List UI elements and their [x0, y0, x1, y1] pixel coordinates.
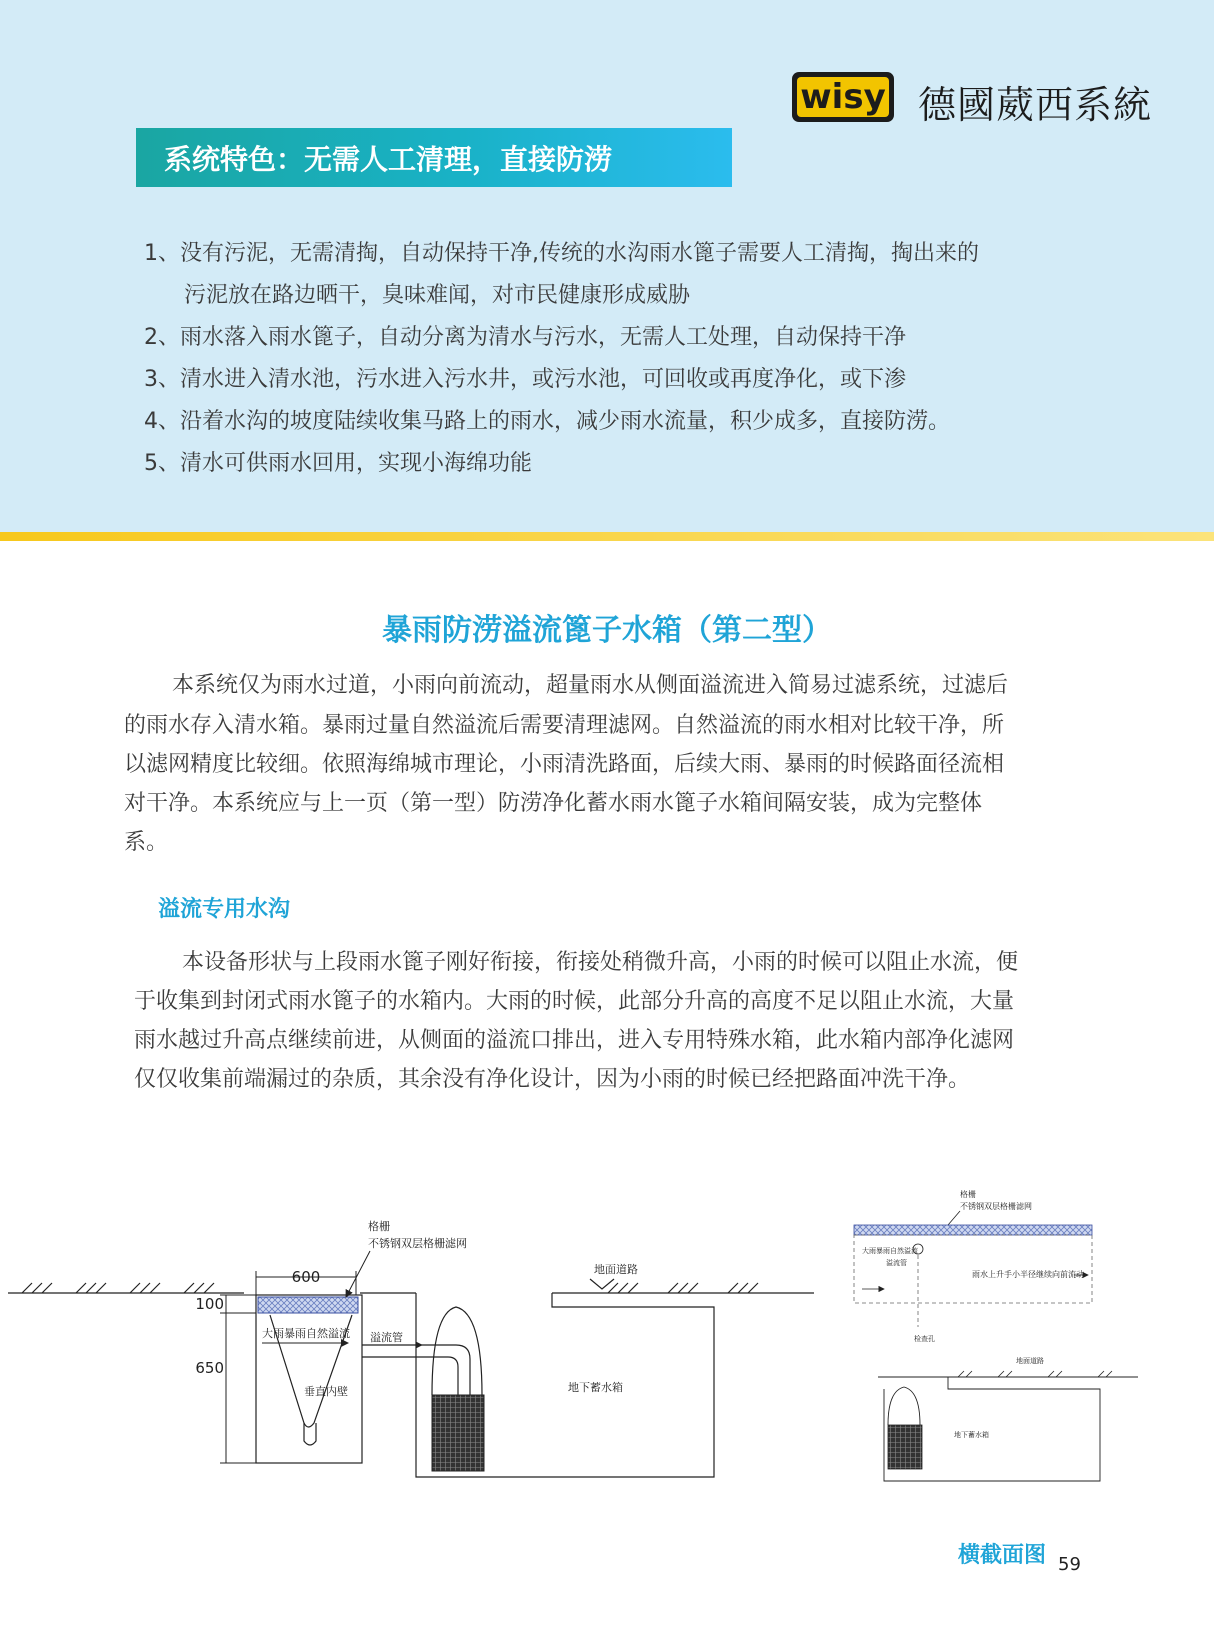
side-tank-label: 地下蓄水箱	[954, 1431, 989, 1439]
grate-label: 格栅	[368, 1220, 390, 1233]
dim-depth-label: 650	[195, 1359, 224, 1377]
wall-label: 垂直内壁	[304, 1385, 348, 1398]
side-inspect-label: 检查孔	[914, 1335, 935, 1343]
pipe-label: 溢流管	[370, 1331, 403, 1344]
figure-caption: 横截面图	[958, 1543, 1047, 1568]
feature-title: 系统特色：无需人工清理，直接防涝	[164, 143, 613, 176]
dim-width-label: 600	[291, 1268, 321, 1286]
side-flow-label: 雨水上升手小半径继续向前流动	[972, 1270, 1084, 1279]
overflow-label: 大雨暴雨自然溢流	[262, 1327, 350, 1340]
wisy-logo	[790, 70, 896, 124]
dim-top-label: 100	[195, 1295, 224, 1313]
plan-diagram	[848, 1185, 1148, 1490]
intro-line: 对干净。本系统应与上一页（第一型）防涝净化蓄水雨水篦子水箱间隔安装，成为完整体	[124, 791, 983, 816]
feature-item: 5、清水可供雨水回用，实现小海绵功能	[144, 451, 532, 476]
feature-item: 3、清水进入清水池，污水进入污水井，或污水池，可回收或再度净化，或下渗	[144, 367, 906, 392]
tank-label: 地下蓄水箱	[568, 1381, 623, 1394]
filter-basket	[432, 1395, 484, 1471]
brand-name: 德國葳西系統	[918, 83, 1153, 127]
side-overflow-label: 大雨暴雨自然溢流	[862, 1247, 918, 1255]
side-pipe-label: 溢流管	[886, 1259, 907, 1267]
page-number: 59	[1058, 1554, 1081, 1575]
road-marker-icon	[590, 1279, 614, 1289]
section-title: 暴雨防涝溢流篦子水箱（第二型）	[382, 613, 832, 648]
feature-item: 1、没有污泥，无需清掏，自动保持干净,传统的水沟雨水篦子需要人工清掏，掏出来的	[144, 241, 979, 266]
feature-item: 污泥放在路边晒干，臭味难闻，对市民健康形成威胁	[184, 283, 691, 308]
sub-line: 本设备形状与上段雨水篦子刚好衔接，衔接处稍微升高，小雨的时候可以阻止水流，便	[182, 950, 1019, 975]
filter-label: 不锈钢双层格栅滤网	[368, 1237, 467, 1250]
feature-item: 2、雨水落入雨水篦子，自动分离为清水与污水，无需人工处理，自动保持干净	[144, 325, 906, 350]
cross-section-diagram	[8, 1195, 818, 1495]
side-grate-label: 格栅	[960, 1190, 976, 1199]
feature-item: 4、沿着水沟的坡度陆续收集马路上的雨水，减少雨水流量，积少成多，直接防涝。	[144, 409, 950, 434]
intro-line: 的雨水存入清水箱。暴雨过量自然溢流后需要清理滤网。自然溢流的雨水相对比较干净，所	[124, 713, 1005, 738]
intro-line: 本系统仅为雨水过道，小雨向前流动，超量雨水从侧面溢流进入简易过滤系统，过滤后	[172, 673, 1009, 698]
divider-stripe	[0, 532, 1214, 541]
side-road-label: 地面道路	[1016, 1357, 1044, 1365]
side-grate	[854, 1225, 1092, 1235]
ground-line	[8, 1283, 814, 1293]
intro-line: 以滤网精度比较细。依照海绵城市理论，小雨清洗路面，后续大雨、暴雨的时候路面径流相	[124, 752, 1005, 777]
sub-line: 雨水越过升高点继续前进，从侧面的溢流口排出，进入专用特殊水箱，此水箱内部净化滤网	[134, 1028, 1015, 1053]
side-channel	[854, 1235, 1092, 1303]
intro-line: 系。	[124, 830, 169, 855]
sub-line: 于收集到封闭式雨水篦子的水箱内。大雨的时候，此部分升高的高度不足以阻止水流，大量	[134, 989, 1015, 1014]
road-label: 地面道路	[594, 1263, 638, 1276]
feature-banner	[136, 128, 732, 187]
grate-filter	[258, 1297, 358, 1313]
sub-line: 仅仅收集前端漏过的杂质，其余没有净化设计，因为小雨的时候已经把路面冲洗干净。	[134, 1067, 971, 1092]
svg-text:wisy: wisy	[800, 77, 886, 117]
side-filter-label: 不锈钢双层格栅滤网	[960, 1202, 1032, 1211]
subsection-title: 溢流专用水沟	[158, 897, 291, 922]
